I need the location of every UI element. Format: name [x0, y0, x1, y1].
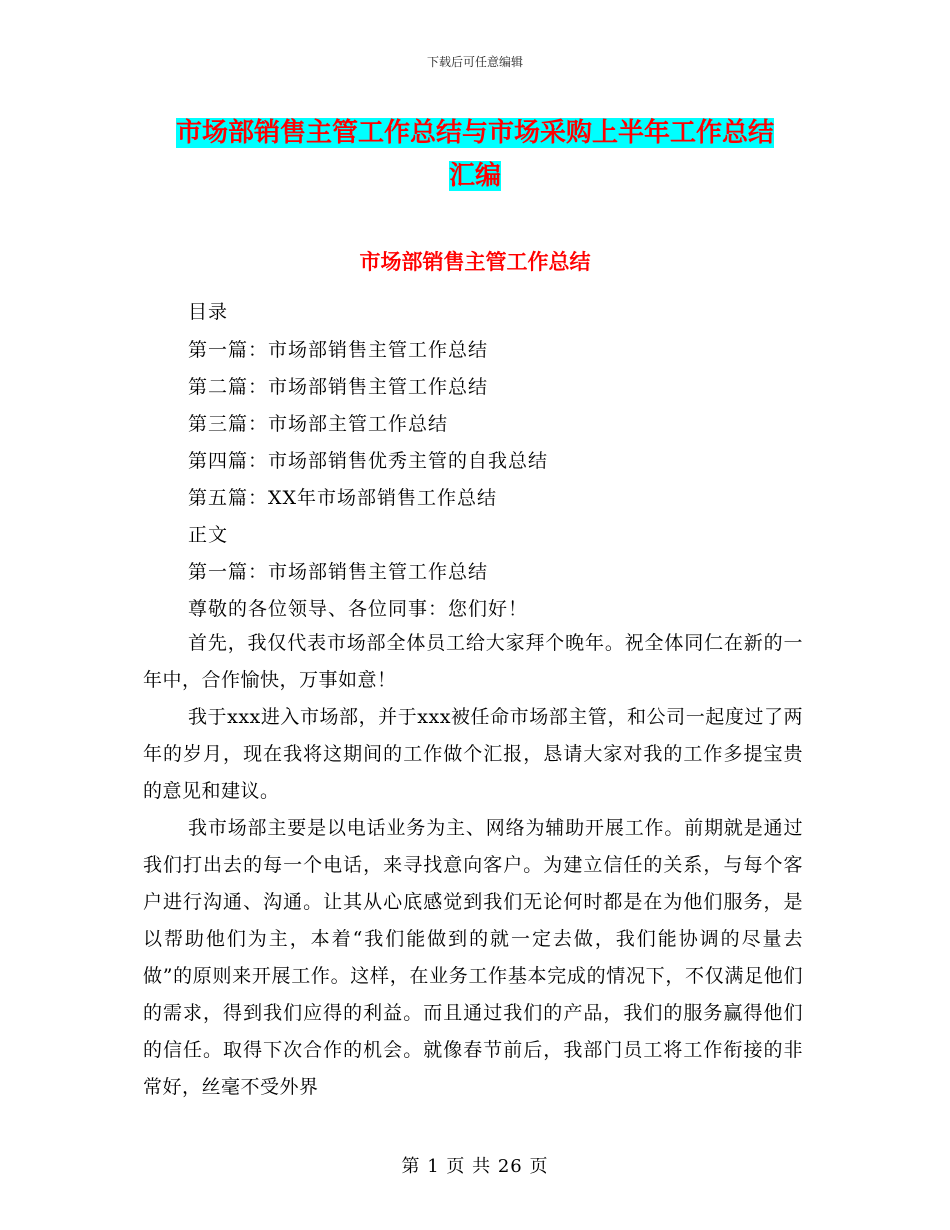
greeting: 尊敬的各位领导、各位同事：您们好！ [188, 598, 529, 620]
paragraph: 首先，我仅代表市场部全体员工给大家拜个晚年。祝全体同仁在新的一年中，合作愉快，万事如意！ [143, 632, 803, 691]
paragraph: 我市场部主要是以电话业务为主、网络为辅助开展工作。前期就是通过我们打出去的每一个电话，来寻找意向客户。为建立信任的关系，与每个客户进行沟通、沟通。让其从心底感觉到我们无论何时都是在为他们服务，是以帮助他们为主，本着“我们能做到的就一定去做，我们能协调的尽量去做”的原则来开展工作。这样，在业务工作基本完成的情况下，不仅满足他们的需求，得到我们应得的利益。而且通过我们的产品，我们的服务赢得他们的信任。取得下次合作的机会。就像春节前后，我部门员工将工作衔接的非常好，丝毫不受外界 [143, 817, 803, 1098]
document-title-line2: 汇编 [448, 161, 501, 191]
header-note: 下载后可任意编辑 [426, 55, 523, 69]
toc-item: 第四篇：市场部销售优秀主管的自我总结 [188, 450, 549, 472]
toc-item: 第五篇：XX年市场部销售工作总结 [188, 487, 498, 509]
toc-label: 目录 [188, 301, 229, 323]
toc-item: 第一篇：市场部销售主管工作总结 [188, 339, 489, 361]
document-title-line1: 市场部销售主管工作总结与市场采购上半年工作总结 [175, 118, 774, 148]
body-text [143, 625, 803, 1106]
toc-item: 第三篇：市场部主管工作总结 [188, 413, 449, 435]
page-footer: 第 1 页 共 26 页 [401, 1156, 549, 1177]
paragraph: 我于xxx进入市场部，并于xxx被任命市场部主管，和公司一起度过了两年的岁月，现在我将这期间的工作做个汇报，恳请大家对我的工作多提宝贵的意见和建议。 [143, 706, 803, 802]
chapter-heading: 第一篇：市场部销售主管工作总结 [188, 561, 489, 583]
body-label: 正文 [188, 524, 229, 546]
toc-item: 第二篇：市场部销售主管工作总结 [188, 376, 489, 398]
document-title [140, 112, 810, 198]
section-heading: 市场部销售主管工作总结 [359, 250, 591, 274]
